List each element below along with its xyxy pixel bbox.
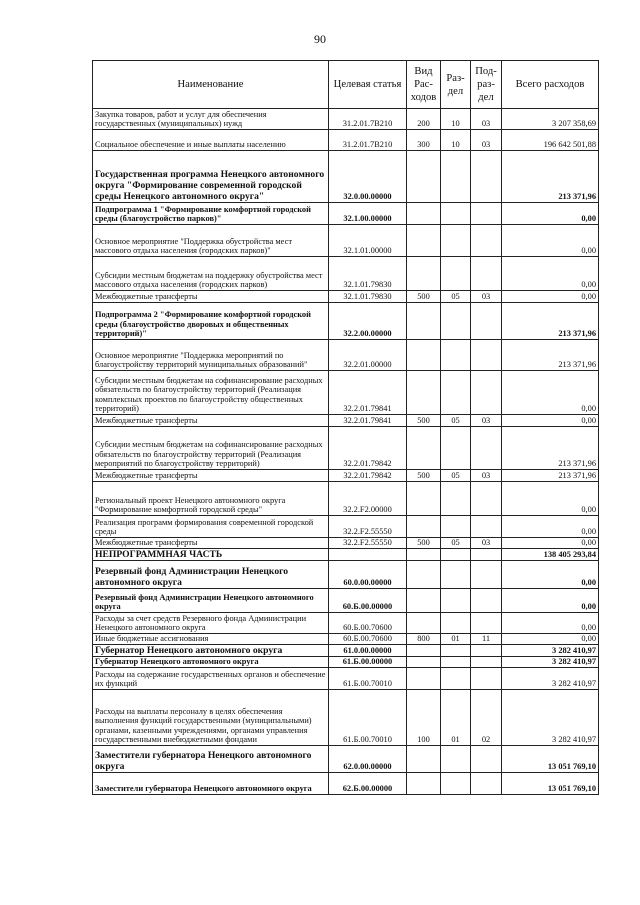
row-type (407, 303, 441, 340)
row-section: 01 (441, 634, 471, 645)
row-type (407, 746, 441, 773)
row-code: 32.2.F2.55550 (329, 538, 407, 549)
row-code: 32.1.01.79830 (329, 291, 407, 303)
row-name: Расходы на содержание государственных органов и обеспечение их функций (93, 668, 329, 690)
row-section: 05 (441, 538, 471, 549)
row-section (441, 203, 471, 225)
row-name: Резервный фонд Администрации Ненецкого автономного округа (93, 589, 329, 613)
row-code: 32.2.00.00000 (329, 303, 407, 340)
row-amount: 0,00 (502, 291, 599, 303)
row-amount: 3 282 410,97 (502, 645, 599, 657)
header-name: Наименование (93, 61, 329, 109)
row-subsection (471, 482, 502, 516)
row-code: 60.Б.00.70600 (329, 634, 407, 645)
row-type (407, 561, 441, 589)
row-code: 60.0.00.00000 (329, 561, 407, 589)
row-name: Расходы на выплаты персоналу в целях обеспечения выполнения функций государственными (муниципальными) органами, казенными учреждениями, органами управления государственными внебюджетными фондами (93, 690, 329, 746)
row-subsection (471, 746, 502, 773)
row-subsection (471, 371, 502, 415)
header-target-article: Целевая статья (329, 61, 407, 109)
row-subsection (471, 516, 502, 538)
row-name: Межбюджетные трансферты (93, 291, 329, 303)
row-name: Межбюджетные трансферты (93, 538, 329, 549)
row-type (407, 589, 441, 613)
row-code: 62.Б.00.00000 (329, 773, 407, 795)
row-code: 31.2.01.7В210 (329, 109, 407, 130)
row-type: 200 (407, 109, 441, 130)
row-section (441, 427, 471, 470)
row-code: 60.Б.00.70600 (329, 613, 407, 634)
row-section (441, 668, 471, 690)
row-section (441, 482, 471, 516)
row-code: 61.Б.00.70010 (329, 668, 407, 690)
row-amount: 0,00 (502, 257, 599, 291)
row-subsection (471, 549, 502, 561)
row-amount: 3 282 410,97 (502, 690, 599, 746)
row-type (407, 151, 441, 203)
row-amount: 0,00 (502, 415, 599, 427)
row-section (441, 589, 471, 613)
row-subsection (471, 589, 502, 613)
row-section: 05 (441, 291, 471, 303)
row-type (407, 549, 441, 561)
row-code: 32.1.01.79830 (329, 257, 407, 291)
row-amount: 0,00 (502, 589, 599, 613)
row-section (441, 340, 471, 371)
row-section (441, 225, 471, 257)
row-type (407, 427, 441, 470)
row-code: 32.2.01.00000 (329, 340, 407, 371)
row-section: 05 (441, 470, 471, 482)
row-section: 01 (441, 690, 471, 746)
row-amount: 0,00 (502, 613, 599, 634)
row-code: 32.2.01.79842 (329, 427, 407, 470)
row-subsection: 11 (471, 634, 502, 645)
row-name: Иные бюджетные ассигнования (93, 634, 329, 645)
row-section (441, 549, 471, 561)
row-name: Основное мероприятие "Поддержка мероприятий по благоустройству территорий муниципальных образований" (93, 340, 329, 371)
row-name: НЕПРОГРАММНАЯ ЧАСТЬ (93, 549, 329, 561)
row-amount: 0,00 (502, 561, 599, 589)
row-subsection (471, 225, 502, 257)
row-type: 100 (407, 690, 441, 746)
row-name: Субсидии местным бюджетам на софинансирование расходных обязательств по благоустройству территорий (Реализация мероприятий по благоустройству территорий) (93, 427, 329, 470)
row-section (441, 516, 471, 538)
row-code: 32.1.01.00000 (329, 225, 407, 257)
row-name: Субсидии местным бюджетам на софинансирование расходных обязательств по благоустройству территорий (Реализация комплексных проектов по благоустройству общественных территорий) (93, 371, 329, 415)
row-section (441, 746, 471, 773)
row-subsection (471, 613, 502, 634)
row-subsection (471, 773, 502, 795)
row-section (441, 773, 471, 795)
row-section (441, 657, 471, 668)
row-amount: 138 405 293,84 (502, 549, 599, 561)
row-code: 32.2.01.79842 (329, 470, 407, 482)
row-amount: 3 282 410,97 (502, 657, 599, 668)
row-subsection: 02 (471, 690, 502, 746)
row-amount: 196 642 501,88 (502, 130, 599, 151)
row-section: 10 (441, 130, 471, 151)
row-type (407, 773, 441, 795)
row-name: Социальное обеспечение и иные выплаты населению (93, 130, 329, 151)
row-subsection: 03 (471, 415, 502, 427)
row-code: 32.2.F2.00000 (329, 482, 407, 516)
row-amount: 213 371,96 (502, 470, 599, 482)
row-type (407, 203, 441, 225)
row-section (441, 561, 471, 589)
row-name: Подпрограмма 2 "Формирование комфортной городской среды (благоустройство дворовых и общественных территорий)" (93, 303, 329, 340)
budget-table (92, 60, 599, 795)
row-amount: 0,00 (502, 482, 599, 516)
row-subsection (471, 427, 502, 470)
row-subsection (471, 668, 502, 690)
row-amount: 213 371,96 (502, 340, 599, 371)
row-subsection: 03 (471, 109, 502, 130)
row-section (441, 645, 471, 657)
row-amount: 3 207 358,69 (502, 109, 599, 130)
header-subsection: Под- раз- дел (471, 61, 502, 109)
row-section (441, 151, 471, 203)
row-code: 62.0.00.00000 (329, 746, 407, 773)
row-amount: 0,00 (502, 371, 599, 415)
row-code: 61.0.00.00000 (329, 645, 407, 657)
row-type: 500 (407, 538, 441, 549)
row-amount: 213 371,96 (502, 151, 599, 203)
row-name: Губернатор Ненецкого автономного округа (93, 645, 329, 657)
row-name: Резервный фонд Администрации Ненецкого автономного округа (93, 561, 329, 589)
row-code: 32.2.01.79841 (329, 415, 407, 427)
row-amount: 213 371,96 (502, 303, 599, 340)
row-name: Межбюджетные трансферты (93, 470, 329, 482)
row-subsection (471, 303, 502, 340)
row-code: 61.Б.00.70010 (329, 690, 407, 746)
row-amount: 13 051 769,10 (502, 773, 599, 795)
row-section (441, 303, 471, 340)
row-name: Государственная программа Ненецкого автономного округа "Формирование современной городской среды Ненецкого автономного округа" (93, 151, 329, 203)
row-type (407, 257, 441, 291)
row-type (407, 657, 441, 668)
row-type: 500 (407, 291, 441, 303)
row-subsection: 03 (471, 130, 502, 151)
row-code (329, 549, 407, 561)
row-code: 32.1.00.00000 (329, 203, 407, 225)
row-type (407, 613, 441, 634)
row-type (407, 340, 441, 371)
row-subsection (471, 645, 502, 657)
row-subsection (471, 151, 502, 203)
row-section: 05 (441, 415, 471, 427)
row-code: 60.Б.00.00000 (329, 589, 407, 613)
row-section (441, 613, 471, 634)
row-code: 32.2.F2.55550 (329, 516, 407, 538)
row-subsection (471, 657, 502, 668)
row-name: Основное мероприятие "Поддержка обустройства мест массового отдыха населения (городских парков)" (93, 225, 329, 257)
row-type (407, 225, 441, 257)
row-section (441, 257, 471, 291)
row-code: 32.2.01.79841 (329, 371, 407, 415)
row-amount: 0,00 (502, 516, 599, 538)
row-amount: 0,00 (502, 634, 599, 645)
table-header-row (93, 61, 599, 109)
row-name: Заместители губернатора Ненецкого автономного округа (93, 773, 329, 795)
row-subsection: 03 (471, 470, 502, 482)
row-code: 32.0.00.00000 (329, 151, 407, 203)
row-name: Субсидии местным бюджетам на поддержку обустройства мест массового отдыха населения (городских парков) (93, 257, 329, 291)
row-section: 10 (441, 109, 471, 130)
row-type: 500 (407, 470, 441, 482)
row-type (407, 645, 441, 657)
page-number: 90 (314, 32, 326, 46)
row-type (407, 371, 441, 415)
row-name: Губернатор Ненецкого автономного округа (93, 657, 329, 668)
row-name: Расходы за счет средств Резервного фонда Администрации Ненецкого автономного округа (93, 613, 329, 634)
row-code: 61.Б.00.00000 (329, 657, 407, 668)
row-subsection (471, 340, 502, 371)
row-subsection: 03 (471, 291, 502, 303)
row-subsection (471, 203, 502, 225)
row-name: Межбюджетные трансферты (93, 415, 329, 427)
row-type (407, 668, 441, 690)
row-type (407, 516, 441, 538)
row-amount: 0,00 (502, 538, 599, 549)
row-amount: 213 371,96 (502, 427, 599, 470)
row-type: 500 (407, 415, 441, 427)
row-name: Закупка товаров, работ и услуг для обеспечения государственных (муниципальных) нужд (93, 109, 329, 130)
row-name: Заместители губернатора Ненецкого автономного округа (93, 746, 329, 773)
row-amount: 0,00 (502, 225, 599, 257)
row-name: Подпрограмма 1 "Формирование комфортной городской среды (благоустройство парков)" (93, 203, 329, 225)
row-amount: 0,00 (502, 203, 599, 225)
header-expense-type: Вид Рас- ходов (407, 61, 441, 109)
row-section (441, 371, 471, 415)
row-type: 800 (407, 634, 441, 645)
row-type (407, 482, 441, 516)
row-amount: 13 051 769,10 (502, 746, 599, 773)
row-type: 300 (407, 130, 441, 151)
header-section: Раз- дел (441, 61, 471, 109)
row-name: Региональный проект Ненецкого автономного округа "Формирование комфортной городской среды" (93, 482, 329, 516)
row-amount: 3 282 410,97 (502, 668, 599, 690)
row-subsection (471, 561, 502, 589)
row-name: Реализация программ формирования современной городской среды (93, 516, 329, 538)
row-subsection (471, 257, 502, 291)
row-code: 31.2.01.7В210 (329, 130, 407, 151)
header-total-expenses: Всего расходов (502, 61, 599, 109)
row-subsection: 03 (471, 538, 502, 549)
